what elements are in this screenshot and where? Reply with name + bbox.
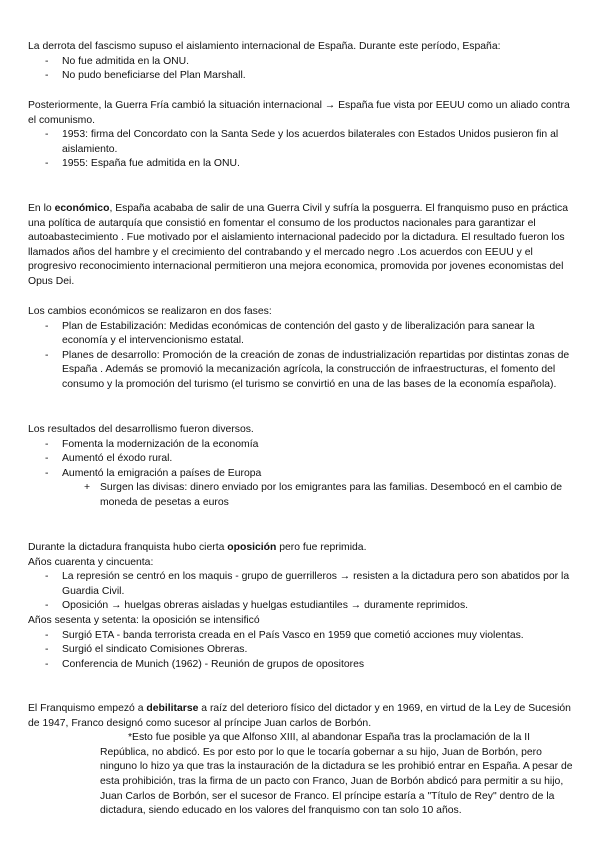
results-intro: Los resultados del desarrollismo fueron diversos.	[28, 424, 254, 435]
list-item: - 1955: España fue admitida en la ONU.	[45, 158, 240, 170]
section-phases	[28, 305, 576, 393]
opposition-list-60s	[28, 629, 576, 673]
opposition-heading-40s: Años cuarenta y cincuenta:	[28, 556, 154, 568]
list-item: - La represión se centró en los maquis - grupo de guerrilleros → resisten a la dictadura pero son abatidos por la Guardia Civil.	[45, 571, 570, 597]
cold-war-list	[28, 128, 576, 172]
economy-keyword: económico	[54, 203, 110, 214]
list-item: - Aumentó el éxodo rural.	[45, 453, 173, 465]
section-economy	[28, 202, 576, 290]
decline-paragraph: El Franquismo empezó a debilitarse a raíz del deterioro físico del dictador y en 1969, en virtud de la Ley de Sucesión de 1947, Franco designó como sucesor al príncipe Juan carlos de Borbón.	[28, 703, 571, 729]
decline-footnote: *Esto fue posible ya que Alfonso XIII, al abandonar España tras la proclamación de la II República, no abdicó. Es por esto por lo que le tocaría gobernar a su hijo, Juan de Borbón, pero ninguno lo hizo ya que tras la instauración de la dictadura se les prohibió entrar en España. A pesar de esta prohibición, tras la firma de un pacto con Franco, Juan de Borbón abdicó para permitir a su hijo, Juan Carlos de Borbón, ser el sucesor de Franco. El príncipe estaría a "Título de Rey" dentro de la dictadura, siendo educado en los valores del franquismo con tan solo 10 años.	[100, 732, 573, 817]
decline-keyword: debilitarse	[146, 703, 199, 714]
list-item: + Surgen las divisas: dinero enviado por los emigrantes para las familias. Desembocó en el cambio de moneda de pesetas a euros	[84, 482, 563, 508]
section-cold-war	[28, 99, 576, 172]
list-item: - Fomenta la modernización de la economía	[45, 438, 259, 450]
opposition-list-40s	[28, 570, 576, 614]
list-item: - Surgió ETA - banda terrorista creada en el País Vasco en 1959 que cometió acciones muy violentas.	[45, 629, 524, 641]
phases-intro: Los cambios económicos se realizaron en dos fases:	[28, 306, 272, 317]
cold-war-paragraph: Posteriormente, la Guerra Fría cambió la situación internacional → España fue vista por EEUU como un aliado contra el comunismo.	[28, 100, 570, 126]
section-isolation	[28, 40, 576, 84]
phases-list	[28, 320, 576, 393]
section-opposition	[28, 541, 576, 672]
economy-paragraph: En lo económico, España acababa de salir de una Guerra Civil y sufría la posguerra. El franquismo puso en práctica una política de autarquía que consistió en fomentar el consumo de los productos nacionales para garantizar el autoabastecimiento . Fue motivado por el aislamiento internacional padecido por la dictadura. El resultado fueron los llamados años del hambre y el crecimiento del contrabando y el mercado negro .Los acuerdos con EEUU y el progresivo reconocimiento internacional permitieron una mejora economica, promovida por jovenes economistas del Opus Dei.	[28, 203, 569, 287]
section-results	[28, 423, 576, 511]
list-item: - Conferencia de Munich (1962) - Reunión de grupos de opositores	[45, 658, 365, 670]
results-list	[28, 438, 576, 482]
list-item: - No pudo beneficiarse del Plan Marshall.	[45, 70, 246, 82]
opposition-keyword: oposición	[227, 542, 277, 553]
isolation-intro: La derrota del fascismo supuso el aislamiento internacional de España. Durante este período, España:	[28, 41, 501, 52]
list-item: - Oposición → huelgas obreras aisladas y huelgas estudiantiles → duramente reprimidos.	[45, 600, 469, 612]
list-item: - Surgió el sindicato Comisiones Obreras.	[45, 644, 248, 656]
list-item: - Plan de Estabilización: Medidas económicas de contención del gasto y de liberalización para sanear la economía y el intervencionismo estatal.	[45, 320, 535, 347]
section-decline	[28, 702, 576, 819]
isolation-list	[28, 55, 576, 84]
list-item: - Planes de desarrollo: Promoción de la creación de zonas de industrialización repartidas por distintas zonas de España . Además se promovió la mecanización agrícola, la construcción de infraestructuras, el fomento del consumo y la promoción del turismo (el turismo se convirtió en una de las bases de la economía española).	[45, 349, 570, 390]
opposition-paragraph: Durante la dictadura franquista hubo cierta oposición pero fue reprimida.	[28, 542, 367, 553]
opposition-heading-60s: Años sesenta y setenta: la oposición se intensificó	[28, 614, 260, 626]
list-item: - Aumentó la emigración a países de Europa	[45, 467, 262, 479]
results-sublist	[28, 481, 576, 510]
list-item: - No fue admitida en la ONU.	[45, 55, 190, 67]
list-item: - 1953: firma del Concordato con la Santa Sede y los acuerdos bilaterales con Estados Unidos pusieron fin al aislamiento.	[45, 129, 559, 155]
